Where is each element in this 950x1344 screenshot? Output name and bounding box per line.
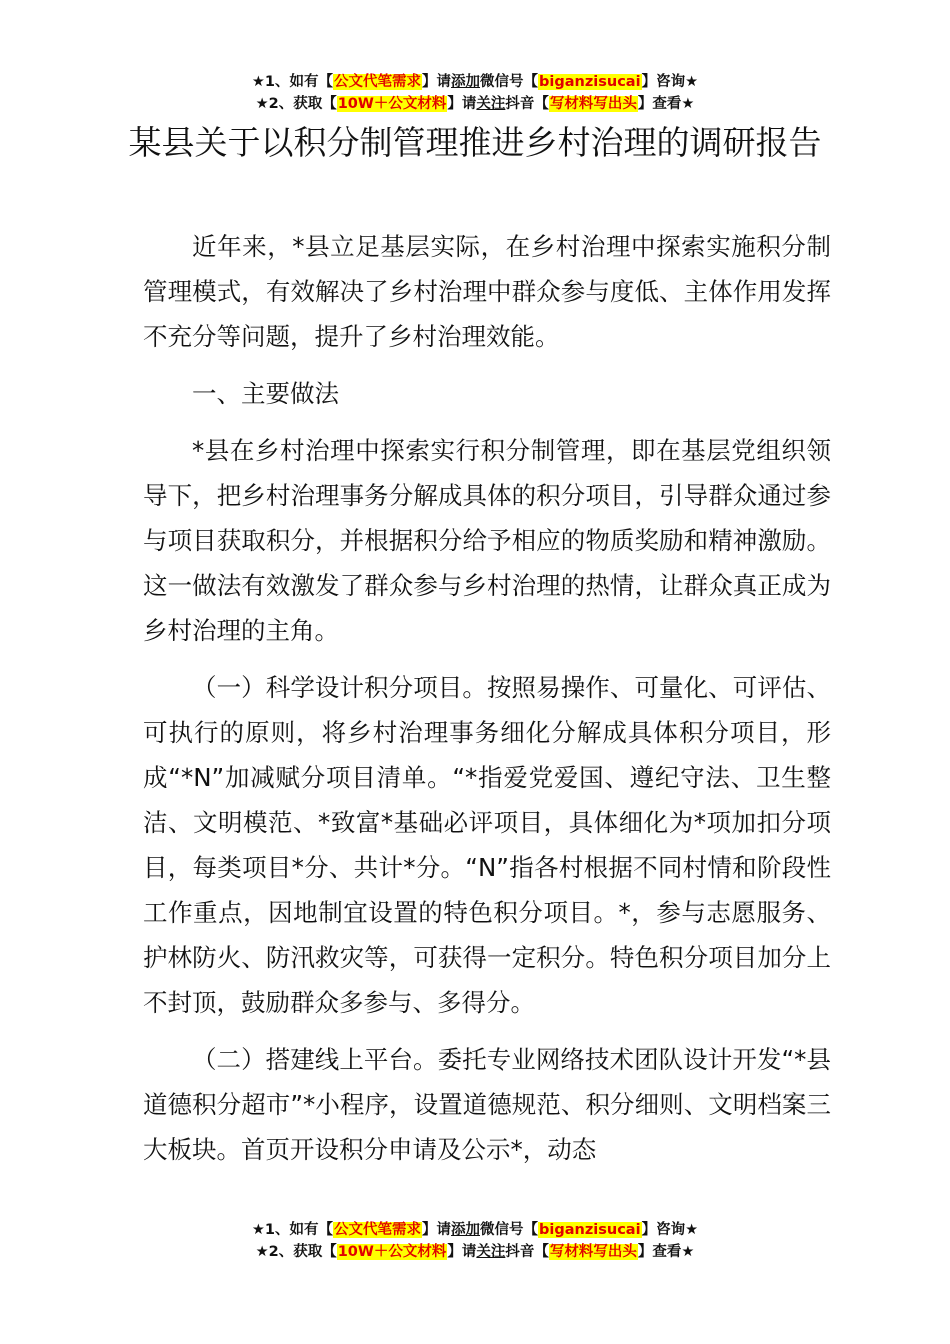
ad-emphasis: 添加: [451, 1222, 481, 1238]
ad-douyin-id: 写材料写出头: [549, 1244, 637, 1260]
ad-text: 】请: [422, 1222, 452, 1238]
ad-douyin-id: 写材料写出头: [549, 96, 637, 112]
ad-emphasis: 关注: [476, 1244, 506, 1260]
section-heading: 一、主要做法: [192, 379, 339, 408]
ad-highlight: 公文代笔需求: [334, 74, 422, 90]
paragraph: （二）搭建线上平台。委托专业网络技术团队设计开发“*县道德积分超市”*小程序，设置道德规范、积分细则、文明档案三大板块。首页开设积分申请及公示*，动态: [143, 1045, 831, 1164]
ad-text: 】请: [447, 96, 477, 112]
ad-text: 】咨询★: [641, 1222, 699, 1238]
ad-highlight: 10W＋公文材料: [337, 1244, 447, 1260]
ad-wechat-id: biganzisucai: [539, 74, 641, 90]
footer-ad-line-2: [0, 1241, 950, 1263]
ad-text: 】查看★: [637, 96, 695, 112]
document-body: [143, 224, 831, 1172]
ad-text: ★1、如有【: [251, 74, 334, 90]
ad-text: ★2、获取【: [255, 96, 337, 112]
header-ad-line-1: [0, 71, 950, 93]
header-ad-line-2: [0, 93, 950, 115]
header-ad-banner: [0, 71, 950, 115]
ad-wechat-id: biganzisucai: [539, 1222, 641, 1238]
footer-ad-line-1: [0, 1219, 950, 1241]
paragraph: （一）科学设计积分项目。按照易操作、可量化、可评估、可执行的原则，将乡村治理事务细化分解成具体积分项目，形成“*N”加减赋分项目清单。“*指爱党爱国、遵纪守法、卫生整洁、文明模范、*致富*基础必评项目，具体细化为*项加扣分项目，每类项目*分、共计*分。“N”指各村根据不同村情和阶段性工作重点，因地制宜设置的特色积分项目。*，参与志愿服务、护林防火、防汛救灾等，可获得一定积分。特色积分项目加分上不封顶，鼓励群众多参与、多得分。: [143, 673, 831, 1017]
ad-text: 】请: [422, 74, 452, 90]
ad-text: ★1、如有【: [251, 1222, 334, 1238]
ad-emphasis: 关注: [476, 96, 506, 112]
paragraph: *县在乡村治理中探索实行积分制管理，即在基层党组织领导下，把乡村治理事务分解成具体的积分项目，引导群众通过参与项目获取积分，并根据积分给予相应的物质奖励和精神激励。这一做法有效激发了群众参与乡村治理的热情，让群众真正成为乡村治理的主角。: [143, 436, 831, 645]
ad-highlight: 公文代笔需求: [334, 1222, 422, 1238]
ad-text: 微信号【: [480, 74, 539, 90]
ad-highlight: 10W＋公文材料: [337, 96, 447, 112]
ad-text: 微信号【: [480, 1222, 539, 1238]
ad-text: 抖音【: [505, 1244, 549, 1260]
ad-text: 】查看★: [637, 1244, 695, 1260]
document-title: 某县关于以积分制管理推进乡村治理的调研报告: [128, 123, 822, 162]
ad-text: 】咨询★: [641, 74, 699, 90]
footer-ad-banner: [0, 1219, 950, 1263]
ad-emphasis: 添加: [451, 74, 481, 90]
ad-text: 】请: [447, 1244, 477, 1260]
ad-text: ★2、获取【: [255, 1244, 337, 1260]
paragraph-intro: 近年来，*县立足基层实际，在乡村治理中探索实施积分制管理模式，有效解决了乡村治理中群众参与度低、主体作用发挥不充分等问题，提升了乡村治理效能。: [143, 232, 831, 351]
ad-text: 抖音【: [505, 96, 549, 112]
